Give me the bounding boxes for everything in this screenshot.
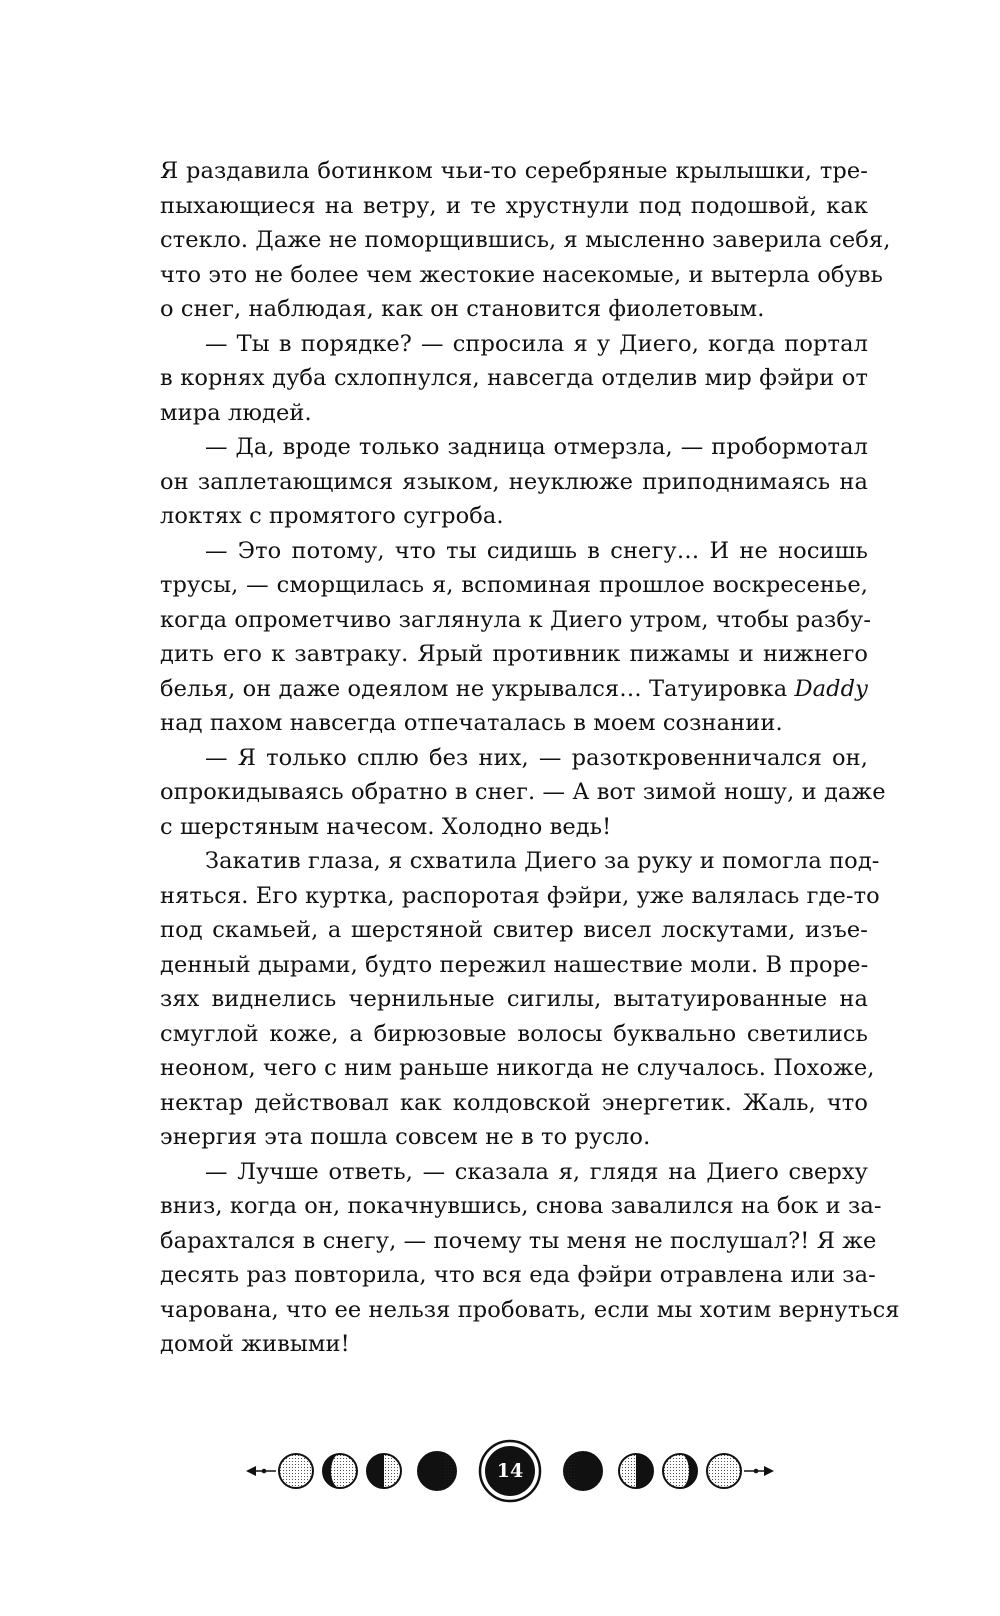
text-line: локтях с промятого сугроба. [160,503,504,529]
text-line: в корнях дуба схлопнулся, навсегда отделив мир фэйри от [160,365,868,391]
text-line: — Да, вроде только задница отмерзла, — пробормотал [205,434,868,460]
text-line-with-italic [160,672,868,707]
page-number: 14 [496,1460,524,1482]
text-line: пыхающиеся на ветру, и те хрустнули под подошвой, как [160,192,868,219]
text-line: когда опрометчиво заглянула к Диего утром, чтобы разбу- [160,606,872,633]
crescent-left-icon [418,1452,456,1490]
text-line: с шерстяным начесом. Холодно ведь! [160,813,612,840]
text-line: вниз, когда он, покачнувшись, снова завалился на бок и за- [160,1193,882,1219]
text-line: энергия эта пошла совсем не в то русло. [160,1124,651,1150]
text-line: под скамьей, а шерстяной свитер висел лоскутами, изъе- [160,917,868,943]
arrow-right-icon [744,1466,774,1476]
text-line: нектар действовал как колдовской энергетик. Жаль, что [160,1089,868,1116]
text-line: — Я только сплю без них, — разоткровенничался он, [205,744,868,771]
text-line: — Ты в порядке? — спросила я у Диего, когда портал [205,330,868,357]
text-line: — Это потому, что ты сидишь в снегу… И не носишь [205,537,868,564]
page-footer [0,1430,1000,1510]
text-line: опрокидываясь обратно в снег. — А вот зимой ношу, и даже [160,779,886,805]
text-line: о снег, наблюдая, как он становится фиолетовым. [160,296,765,322]
text-line: Я раздавила ботинком чьи-то серебряные крылышки, тре- [160,158,868,184]
italic-word: Daddy [794,675,868,702]
arrow-left-icon [246,1466,276,1476]
text-line: трусы, — сморщилась я, вспоминая прошлое воскресенье, [160,572,868,598]
waning-gibbous-right-icon [663,1454,697,1488]
full-moon-right-icon [707,1454,741,1488]
waning-gibbous-left-icon [323,1454,357,1488]
text-line: над пахом навсегда отпечаталась в моем сознании. [160,710,783,736]
crescent-right-icon [564,1452,602,1490]
half-moon-left-icon [367,1454,401,1488]
text-line: чарована, что ее нельзя пробовать, если мы хотим вернуться [160,1296,900,1323]
text-line: Закатив глаза, я схватила Диего за руку и помогла под- [205,848,880,874]
body-text [160,154,900,1362]
text-line: — Лучше ответь, — сказала я, глядя на Диего сверху [205,1158,868,1185]
text-line: барахтался в снегу, — почему ты меня не послушал?! Я же [160,1227,877,1254]
text-line: денный дырами, будто пережил нашествие моли. В проре- [160,951,869,978]
text-line: он заплетающимся языком, неуклюже приподнимаясь на [160,468,868,495]
text-line: смуглой коже, а бирюзовые волосы буквально светились [160,1020,868,1047]
text-line: мира людей. [160,399,312,426]
text-line: что это не более чем жестокие насекомые, и вытерла обувь [160,261,883,288]
text-segment: белья, он даже одеялом не укрывался… Татуировка [160,675,795,702]
text-line: зях виднелись чернильные сигилы, вытатуированные на [160,986,868,1012]
text-line: стекло. Даже не поморщившись, я мысленно заверила себя, [160,227,891,253]
text-line: десять раз повторила, что вся еда фэйри отравлена или за- [160,1262,876,1288]
text-line: няться. Его куртка, распоротая фэйри, уже валялась где-то [160,882,880,909]
text-line: домой живыми! [160,1331,350,1357]
half-moon-right-icon [619,1454,653,1488]
text-line: неоном, чего с ним раньше никогда не случалось. Похоже, [160,1055,875,1081]
full-moon-left-icon [279,1454,313,1488]
text-line: дить его к завтраку. Ярый противник пижамы и нижнего [160,641,868,667]
